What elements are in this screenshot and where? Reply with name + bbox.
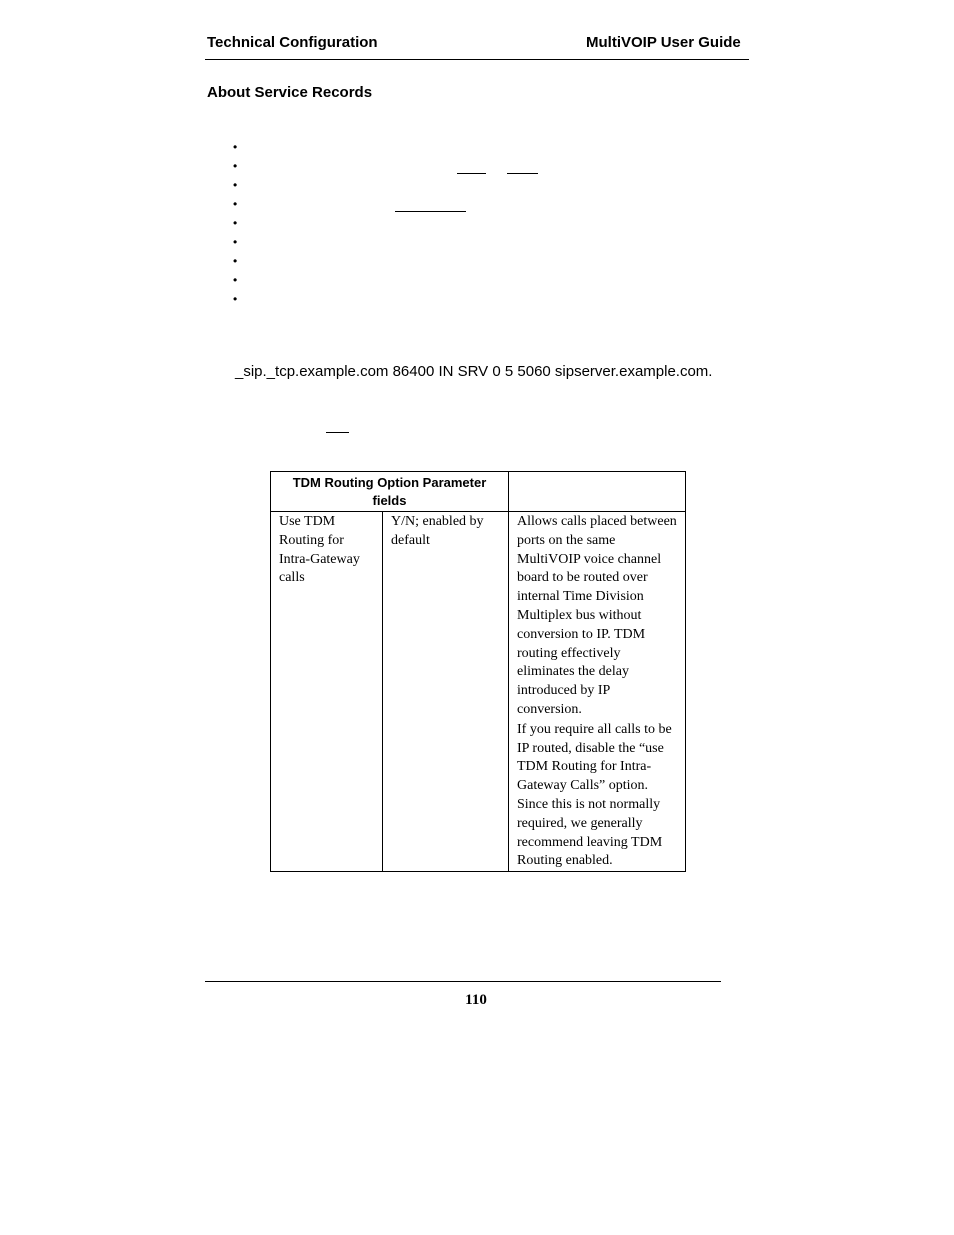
bullet-icon <box>233 238 241 246</box>
table-header-row <box>271 472 686 512</box>
table-header-parameter: TDM Routing Option Parameter fields <box>271 472 509 512</box>
field-name: Use TDM Routing for Intra-Gateway calls <box>279 514 360 586</box>
section-title: About Service Records <box>207 84 373 101</box>
underline-mark <box>326 432 349 433</box>
field-values: Y/N; enabled by default <box>391 514 484 548</box>
page-number: 110 <box>465 992 487 1008</box>
bullet-icon <box>233 143 241 151</box>
srv-record-example: _sip._tcp.example.com 86400 IN SRV 0 5 5060 sipserver.example.com. <box>235 363 713 380</box>
underline-mark <box>457 173 486 174</box>
header-rule <box>205 59 749 60</box>
description-paragraph: Allows calls placed between ports on the same MultiVOIP voice channel board to be routed over internal Time Division Multiplex bus without conversion to IP. TDM routing effectively eliminates the delay introduced by IP conversion. <box>517 514 677 717</box>
underline-mark <box>395 211 466 212</box>
running-header-title: MultiVOIP User Guide <box>586 34 741 51</box>
tdm-routing-table <box>270 471 686 872</box>
running-header-section: Technical Configuration <box>207 34 378 51</box>
bullet-icon <box>233 219 241 227</box>
bullet-icon <box>233 162 241 170</box>
bullet-icon <box>233 200 241 208</box>
bullet-icon <box>233 295 241 303</box>
table-header-description <box>509 472 686 512</box>
bullet-icon <box>233 257 241 265</box>
table-cell-description <box>509 512 686 872</box>
bullet-icon <box>233 276 241 284</box>
description-paragraph: If you require all calls to be IP routed, disable the “use TDM Routing for Intra-Gateway Calls” option. Since this is not normally required, we generally recommend leaving TDM Routing enabled. <box>517 721 672 869</box>
table-row <box>271 512 686 872</box>
footer-rule <box>205 981 721 982</box>
underline-mark <box>507 173 538 174</box>
bullet-icon <box>233 181 241 189</box>
table-cell-values <box>383 512 509 872</box>
table-cell-field <box>271 512 383 872</box>
